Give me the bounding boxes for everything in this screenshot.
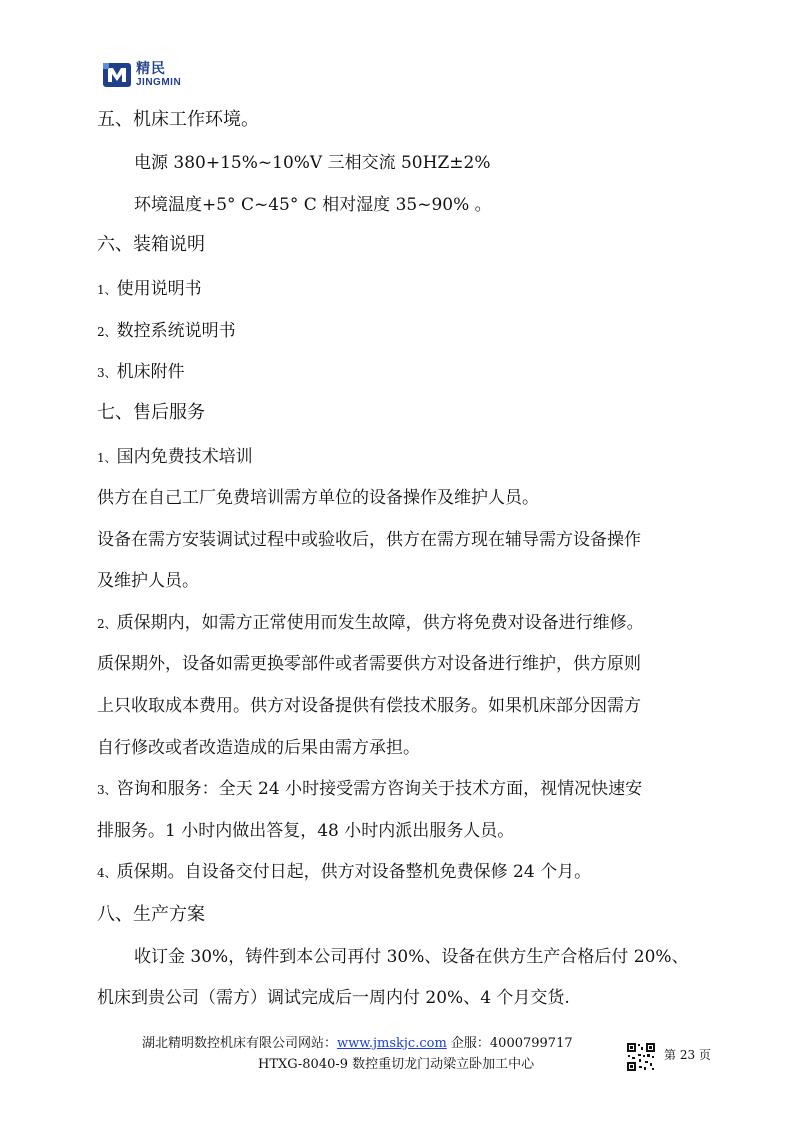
packing-item bbox=[97, 319, 710, 344]
item-text: 质保期内，如需方正常使用而发生故障，供方将免费对设备进行维修。 bbox=[116, 613, 644, 633]
item-number: 2、 bbox=[97, 325, 117, 339]
company-logo bbox=[102, 58, 181, 92]
logo-chinese-name: 精民 bbox=[136, 61, 166, 77]
power-spec-line: 电源 380+15%~10%V 三相交流 50HZ±2% bbox=[134, 153, 491, 173]
section-7-heading: 七、售后服务 bbox=[97, 402, 205, 423]
footer-doc-title: HTXG-8040-9 数控重切龙门动梁立卧加工中心 bbox=[258, 1057, 535, 1072]
paragraph-line: 质保期外，设备如需更换零部件或者需要供方对设备进行维护，供方原则 bbox=[97, 654, 641, 674]
paragraph-line: 上只收取成本费用。供方对设备提供有偿技术服务。如果机床部分因需方 bbox=[97, 696, 641, 716]
footer-company-line bbox=[142, 1035, 573, 1053]
item-text: 国内免费技术培训 bbox=[116, 447, 253, 467]
item-text: 数控系统说明书 bbox=[116, 321, 236, 341]
page-number: 第 23 页 bbox=[664, 1048, 711, 1062]
item-number: 2、 bbox=[97, 617, 117, 631]
logo-english-name: JINGMIN bbox=[136, 77, 182, 88]
item-number: 3、 bbox=[97, 783, 117, 797]
service-item-3 bbox=[97, 777, 710, 802]
item-number: 1、 bbox=[97, 283, 117, 297]
footer-company-name: 湖北精明数控机床有限公司网站： bbox=[142, 1036, 338, 1051]
paragraph-line: 自行修改或者改造造成的后果由需方承担。 bbox=[97, 738, 420, 758]
jingmin-logo-icon bbox=[102, 60, 132, 90]
item-text: 咨询和服务：全天 24 小时接受需方咨询关于技术方面，视情况快速安 bbox=[116, 779, 643, 799]
item-number: 1、 bbox=[97, 451, 117, 465]
service-item-1 bbox=[97, 445, 710, 470]
paragraph-line: 及维护人员。 bbox=[97, 571, 199, 591]
packing-item bbox=[97, 360, 710, 385]
item-text: 机床附件 bbox=[116, 362, 185, 382]
footer-website-link[interactable]: www.jmskjc.com bbox=[337, 1036, 447, 1051]
item-number: 3、 bbox=[97, 366, 117, 380]
paragraph-line: 设备在需方安装调试过程中或验收后，供方在需方现在辅导需方设备操作 bbox=[97, 530, 641, 550]
item-text: 使用说明书 bbox=[116, 279, 202, 299]
service-item-4 bbox=[97, 860, 710, 885]
packing-item bbox=[97, 277, 710, 302]
section-5-heading: 五、机床工作环境。 bbox=[97, 109, 259, 130]
paragraph-line: 机床到贵公司（需方）调试完成后一周内付 20%、4 个月交货. bbox=[97, 988, 570, 1008]
paragraph-line: 排服务。1 小时内做出答复，48 小时内派出服务人员。 bbox=[97, 821, 515, 841]
section-8-heading: 八、生产方案 bbox=[97, 904, 205, 925]
environment-spec-line: 环境温度+5° C~45° C 相对湿度 35~90% 。 bbox=[134, 195, 492, 215]
qr-code-icon bbox=[626, 1042, 656, 1072]
service-item-2 bbox=[97, 611, 710, 636]
item-text: 质保期。自设备交付日起，供方对设备整机免费保修 24 个月。 bbox=[116, 862, 592, 882]
footer-hotline: 企服：4000799717 bbox=[446, 1036, 573, 1051]
section-6-heading: 六、装箱说明 bbox=[97, 234, 205, 255]
paragraph-line: 供方在自己工厂免费培训需方单位的设备操作及维护人员。 bbox=[97, 488, 539, 508]
paragraph-line: 收订金 30%，铸件到本公司再付 30%、设备在供方生产合格后付 20%、 bbox=[134, 947, 689, 967]
item-number: 4、 bbox=[97, 866, 117, 880]
